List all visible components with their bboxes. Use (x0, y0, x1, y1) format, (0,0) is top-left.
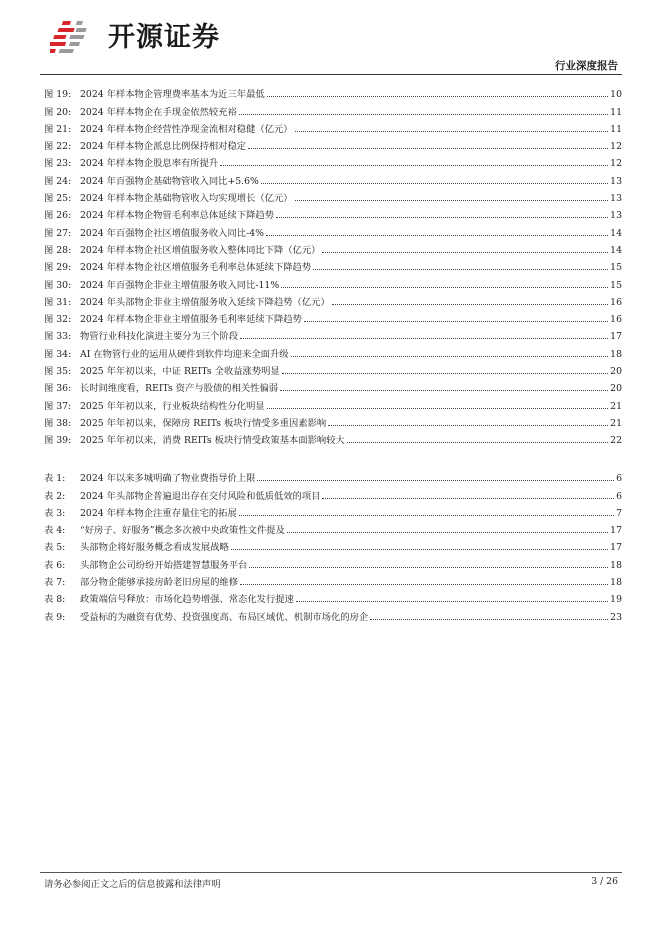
table-page-number: 18 (610, 577, 622, 589)
figure-page-number: 15 (610, 262, 622, 274)
figure-page-number: 22 (610, 435, 622, 447)
figure-page-number: 11 (610, 123, 622, 135)
dot-leader (257, 480, 614, 481)
table-title: 头部物企公司纷纷开始搭建智慧服务平台 (80, 559, 248, 571)
table-label: 表 6: (44, 559, 66, 571)
dot-leader (280, 390, 608, 391)
figure-entry[interactable] (44, 169, 622, 186)
table-entry[interactable] (44, 571, 622, 588)
figure-title: 2024 年样本物企在手现金依然较充裕 (80, 106, 237, 118)
figure-title: 2024 年样本物企非业主增值服务毛利率延续下降趋势 (80, 314, 302, 326)
figure-title: AI 在物管行业的运用从硬件到软件均迎来全面升级 (80, 348, 289, 360)
figure-page-number: 14 (610, 227, 622, 239)
figure-title: 2024 年样本物企派息比例保持相对稳定 (80, 141, 247, 153)
table-title: 政策端信号释放：市场化趋势增强、常态化发行提速 (80, 594, 294, 606)
figure-label: 图 27: (44, 227, 72, 239)
table-entry[interactable] (44, 467, 622, 484)
figure-label: 图 36: (44, 383, 72, 395)
table-label: 表 7: (44, 577, 66, 589)
dot-leader (322, 252, 608, 253)
table-entry[interactable] (44, 502, 622, 519)
figure-page-number: 13 (610, 175, 622, 187)
figure-entry[interactable] (44, 239, 622, 256)
figure-label: 图 20: (44, 106, 72, 118)
table-label: 表 1: (44, 473, 66, 485)
figure-entry[interactable] (44, 256, 622, 273)
dot-leader (267, 408, 608, 409)
table-title: 2024 年样本物企注重存量住宅的拓展 (80, 507, 237, 519)
figure-entry[interactable] (44, 412, 622, 429)
figure-title: 长时间维度看，REITs 资产与股债的相关性偏弱 (80, 383, 279, 395)
figure-entry[interactable] (44, 187, 622, 204)
dot-leader (266, 235, 608, 236)
figure-title: 2024 年百强物企基础物管收入同比+5.6% (80, 175, 259, 187)
table-page-number: 7 (616, 507, 622, 519)
figure-entry[interactable] (44, 100, 622, 117)
figure-entry[interactable] (44, 342, 622, 359)
page-header (0, 0, 662, 72)
table-title: 2024 年以来多城明确了物业费指导价上限 (80, 473, 256, 485)
dot-leader (291, 356, 609, 357)
table-page-number: 6 (616, 473, 622, 485)
brand-name: 开源证券 (108, 21, 220, 53)
table-page-number: 23 (610, 611, 622, 623)
figure-title: 2024 年百强物企非业主增值服务收入同比-11% (80, 279, 280, 291)
figure-entry[interactable] (44, 308, 622, 325)
figure-label: 图 33: (44, 331, 72, 343)
figure-page-number: 15 (610, 279, 622, 291)
figure-label: 图 23: (44, 158, 72, 170)
dot-leader (240, 338, 608, 339)
table-entry[interactable] (44, 605, 622, 622)
figure-index (44, 83, 622, 446)
dot-leader (370, 619, 608, 620)
figure-page-number: 10 (610, 89, 622, 101)
figure-page-number: 12 (610, 141, 622, 153)
figure-label: 图 34: (44, 348, 72, 360)
table-title: 受益标的为融资有优势、投资强度高、布局区域优、机制市场化的房企 (80, 611, 369, 623)
figure-page-number: 13 (610, 193, 622, 205)
figure-page-number: 18 (610, 348, 622, 360)
figure-title: 2024 年样本物企管理费率基本为近三年最低 (80, 89, 265, 101)
figure-label: 图 39: (44, 435, 72, 447)
figure-title: 2024 年百强物企社区增值服务收入同比-4% (80, 227, 264, 239)
dot-leader (347, 442, 608, 443)
figure-entry[interactable] (44, 118, 622, 135)
figure-label: 图 32: (44, 314, 72, 326)
kaiyuan-logo-icon (50, 18, 102, 56)
table-label: 表 9: (44, 611, 66, 623)
figure-page-number: 21 (610, 400, 622, 412)
figure-entry[interactable] (44, 273, 622, 290)
table-title: 2024 年头部物企普遍退出存在交付风险和低质低效的项目 (80, 490, 321, 502)
figure-title: 2024 年头部物企非业主增值服务收入延续下降趋势（亿元） (80, 296, 330, 308)
table-label: 表 5: (44, 542, 66, 554)
table-title: 头部物企将好服务概念看成发展战略 (80, 542, 229, 554)
figure-title: 2024 年样本物企基础物管收入均实现增长（亿元） (80, 193, 293, 205)
figure-label: 图 24: (44, 175, 72, 187)
table-entry[interactable] (44, 588, 622, 605)
table-page-number: 19 (610, 594, 622, 606)
figure-title: 2024 年样本物企社区增值服务毛利率总体延续下降趋势 (80, 262, 312, 274)
figure-entry[interactable] (44, 325, 622, 342)
figure-page-number: 12 (610, 158, 622, 170)
dot-leader (322, 498, 614, 499)
figure-label: 图 25: (44, 193, 72, 205)
dot-leader (281, 287, 608, 288)
brand-logo (50, 18, 220, 56)
figure-entry[interactable] (44, 204, 622, 221)
table-page-number: 18 (610, 559, 622, 571)
footer-divider (40, 872, 622, 873)
table-label: 表 2: (44, 490, 66, 502)
dot-leader (240, 584, 608, 585)
dot-leader (239, 114, 608, 115)
dot-leader (295, 131, 609, 132)
figure-title: 2025 年年初以来，行业板块结构性分化明显 (80, 400, 265, 412)
figure-label: 图 19: (44, 89, 72, 101)
figure-page-number: 21 (610, 417, 622, 429)
figure-label: 图 30: (44, 279, 72, 291)
figure-entry[interactable] (44, 135, 622, 152)
dot-leader (239, 515, 614, 516)
dot-leader (287, 532, 608, 533)
dot-leader (267, 96, 608, 97)
figure-entry[interactable] (44, 429, 622, 446)
figure-label: 图 29: (44, 262, 72, 274)
table-title: 部分物企能够承接房龄老旧房屋的维修 (80, 577, 239, 589)
footer-disclaimer: 请务必参阅正文之后的信息披露和法律声明 (44, 879, 221, 890)
figure-label: 图 31: (44, 296, 72, 308)
figure-entry[interactable] (44, 291, 622, 308)
figure-page-number: 16 (610, 296, 622, 308)
figure-page-number: 20 (610, 383, 622, 395)
dot-leader (304, 321, 608, 322)
figure-label: 图 35: (44, 366, 72, 378)
figure-entry[interactable] (44, 152, 622, 169)
figure-label: 图 38: (44, 417, 72, 429)
figure-page-number: 20 (610, 366, 622, 378)
table-entry[interactable] (44, 484, 622, 501)
table-page-number: 17 (610, 525, 622, 537)
figure-label: 图 26: (44, 210, 72, 222)
table-entry[interactable] (44, 553, 622, 570)
figure-title: 物管行业科技化演进主要分为三个阶段 (80, 331, 239, 343)
footer-page-number: 3 / 26 (591, 876, 618, 887)
figure-label: 图 28: (44, 244, 72, 256)
dot-leader (249, 567, 608, 568)
figure-entry[interactable] (44, 360, 622, 377)
figure-title: 2025 年年初以来，保障房 REITs 板块行情受多重因素影响 (80, 417, 327, 429)
figure-label: 图 22: (44, 141, 72, 153)
figure-title: 2024 年样本物企经营性净现金流相对稳健（亿元） (80, 123, 293, 135)
figure-title: 2024 年样本物企物管毛利率总体延续下降趋势 (80, 210, 274, 222)
figure-page-number: 17 (610, 331, 622, 343)
table-page-number: 17 (610, 542, 622, 554)
figure-entry[interactable] (44, 83, 622, 100)
figure-title: 2025 年年初以来，消费 REITs 板块行情受政策基本面影响较大 (80, 435, 345, 447)
figure-label: 图 37: (44, 400, 72, 412)
header-divider (40, 74, 622, 75)
table-label: 表 3: (44, 507, 66, 519)
dot-leader (231, 549, 608, 550)
figure-title: 2025 年年初以来，中证 REITs 全收益涨势明显 (80, 366, 280, 378)
figure-title: 2024 年样本物企社区增值服务收入整体同比下降（亿元） (80, 244, 321, 256)
dot-leader (332, 304, 608, 305)
dot-leader (296, 601, 608, 602)
dot-leader (282, 373, 608, 374)
figure-page-number: 11 (610, 106, 622, 118)
figure-entry[interactable] (44, 221, 622, 238)
table-page-number: 6 (616, 490, 622, 502)
dot-leader (261, 183, 608, 184)
figure-page-number: 13 (610, 210, 622, 222)
table-label: 表 8: (44, 594, 66, 606)
table-entry[interactable] (44, 519, 622, 536)
table-entry[interactable] (44, 536, 622, 553)
figure-page-number: 14 (610, 244, 622, 256)
dot-leader (295, 200, 609, 201)
table-title: “好房子、好服务”概念多次被中央政策性文件提及 (80, 525, 285, 537)
table-label: 表 4: (44, 525, 66, 537)
figure-page-number: 16 (610, 314, 622, 326)
dot-leader (220, 165, 608, 166)
figure-title: 2024 年样本物企股息率有所提升 (80, 158, 219, 170)
dot-leader (248, 148, 608, 149)
report-type: 行业深度报告 (555, 60, 618, 72)
figure-entry[interactable] (44, 394, 622, 411)
table-index (44, 467, 622, 623)
dot-leader (328, 425, 608, 426)
figure-label: 图 21: (44, 123, 72, 135)
figure-entry[interactable] (44, 377, 622, 394)
dot-leader (313, 269, 608, 270)
dot-leader (276, 217, 608, 218)
